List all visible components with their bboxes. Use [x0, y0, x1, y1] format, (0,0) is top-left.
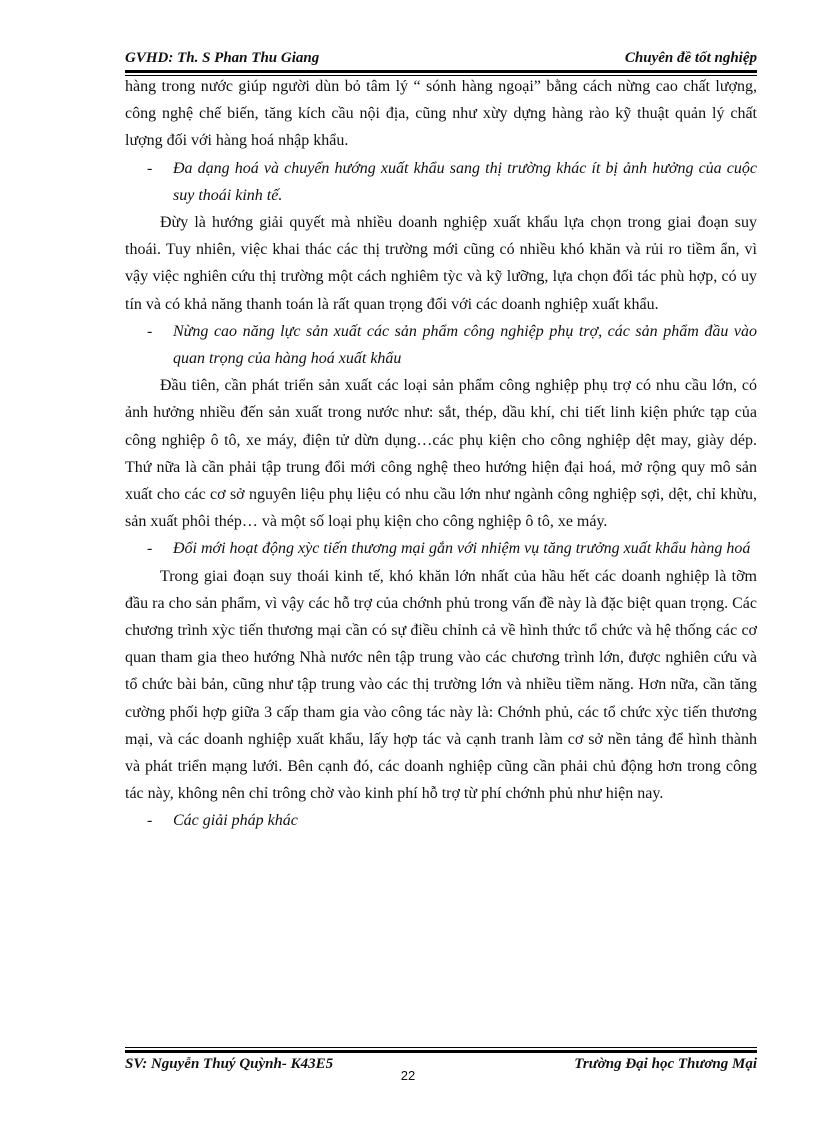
page-body — [125, 73, 757, 835]
page-header — [125, 50, 757, 72]
bullet-dash: - — [147, 812, 153, 830]
footer-rule-thin — [125, 1047, 757, 1048]
bullet-text: Đa dạng hoá và chuyển hướng xuất khẩu sang thị trường khác ít bị ảnh hưởng của cuộc suy thoái kinh tế. — [173, 159, 757, 204]
bullet-dash: - — [147, 159, 153, 177]
paragraph-diversify: Đừy là hướng giải quyết mà nhiều doanh nghiệp xuất khẩu lựa chọn trong giai đoạn suy thoái. Tuy nhiên, việc khai thác các thị trường mới cũng có nhiều khó khăn và rủi ro tiềm ẩn, vì vậy việc nghiên cứu thị trường một cách nghiêm tỳc và kỹ lưỡng, lựa chọn đối tác phù hợp, có uy tín và có khả năng thanh toán là rất quan trọng đối với các doanh nghiệp xuất khẩu. — [125, 214, 757, 313]
footer-student: SV: Nguyễn Thuý Quỳnh- K43E5 — [125, 1056, 334, 1072]
bullet-item-capacity — [125, 318, 757, 372]
paragraph-capacity: Đầu tiên, cần phát triển sản xuất các loại sản phẩm công nghiệp phụ trợ có nhu cầu lớn, có ảnh hưởng nhiều đến sản xuất trong nước như: sắt, thép, dầu khí, chi tiết linh kiện phức tạp của công nghiệp ô tô, xe máy, điện tử dừn dụng…các phụ kiện cho công nghiệp dệt may, giày dép. Thứ nữa là cần phải tập trung đổi mới công nghệ theo hướng hiện đại hoá, mở rộng quy mô sản xuất cho các cơ sở nguyên liệu phụ liệu có nhu cầu lớn như ngành công nghiệp sợi, dệt, chỉ khừu, sản xuất phôi thép… và một số loại phụ kiện cho công nghiệp ô tô, xe máy. — [125, 377, 757, 531]
bullet-item-trade-promotion — [125, 535, 757, 562]
header-supervisor: GVHD: Th. S Phan Thu Giang — [125, 50, 320, 66]
page-number: 22 — [400, 1068, 416, 1083]
bullet-text: Đổi mới hoạt động xỳc tiến thương mại gắn với nhiệm vụ tăng trưởng xuất khẩu hàng hoá — [173, 540, 751, 558]
bullet-text: Các giải pháp khác — [173, 812, 298, 830]
footer-university: Trường Đại học Thương Mại — [574, 1056, 757, 1072]
bullet-item-other-solutions — [125, 807, 757, 834]
bullet-text: Nừng cao năng lực sản xuất các sản phẩm công nghiệp phụ trợ, các sản phẩm đầu vào quan trọng của hàng hoá xuất khẩu — [173, 322, 757, 368]
footer-rule-thick — [125, 1050, 757, 1053]
header-document-type: Chuyên đề tốt nghiệp — [624, 50, 757, 66]
paragraph-trade-promotion: Trong giai đoạn suy thoái kinh tế, khó khăn lớn nhất của hầu hết các doanh nghiệp là tỡm đầu ra cho sản phẩm, vì vậy các hỗ trợ của chớnh phủ trong vấn đề này là đặc biệt quan trọng. Các chương trình xỳc tiến thương mại cần có sự điều chỉnh cả về hình thức tổ chức và hệ thống các cơ quan tham gia theo hướng Nhà nước nên tập trung vào các chương trình lớn, được nghiên cứu và tổ chức bài bản, cũng như tập trung vào các thị trường lớn và nhiều tiềm năng. Hơn nữa, cần tăng cường phối hợp giữa 3 cấp tham gia vào công tác này là: Chớnh phủ, các tổ chức xỳc tiến thương mại, và các doanh nghiệp xuất khẩu, lấy hợp tác và cạnh tranh làm cơ sở nền tảng để hình thành và phát triển mạng lưới. Bên cạnh đó, các doanh nghiệp cũng cần phải chủ động hơn trong công tác này, không nên chỉ trông chờ vào kinh phí hỗ trợ từ phí chớnh phủ như hiện nay. — [125, 567, 757, 803]
bullet-dash: - — [147, 322, 153, 340]
bullet-dash: - — [147, 540, 153, 558]
bullet-item-diversify — [125, 155, 757, 209]
paragraph-continuation: hàng trong nước giúp người dùn bỏ tâm lý “ sónh hàng ngoại” bằng cách nừng cao chất lượng, công nghệ chế biến, tăng kích cầu nội địa, cũng như xừy dựng hàng rào kỹ thuật quản lý chất lượng đối với hàng hoá nhập khẩu. — [125, 78, 757, 150]
